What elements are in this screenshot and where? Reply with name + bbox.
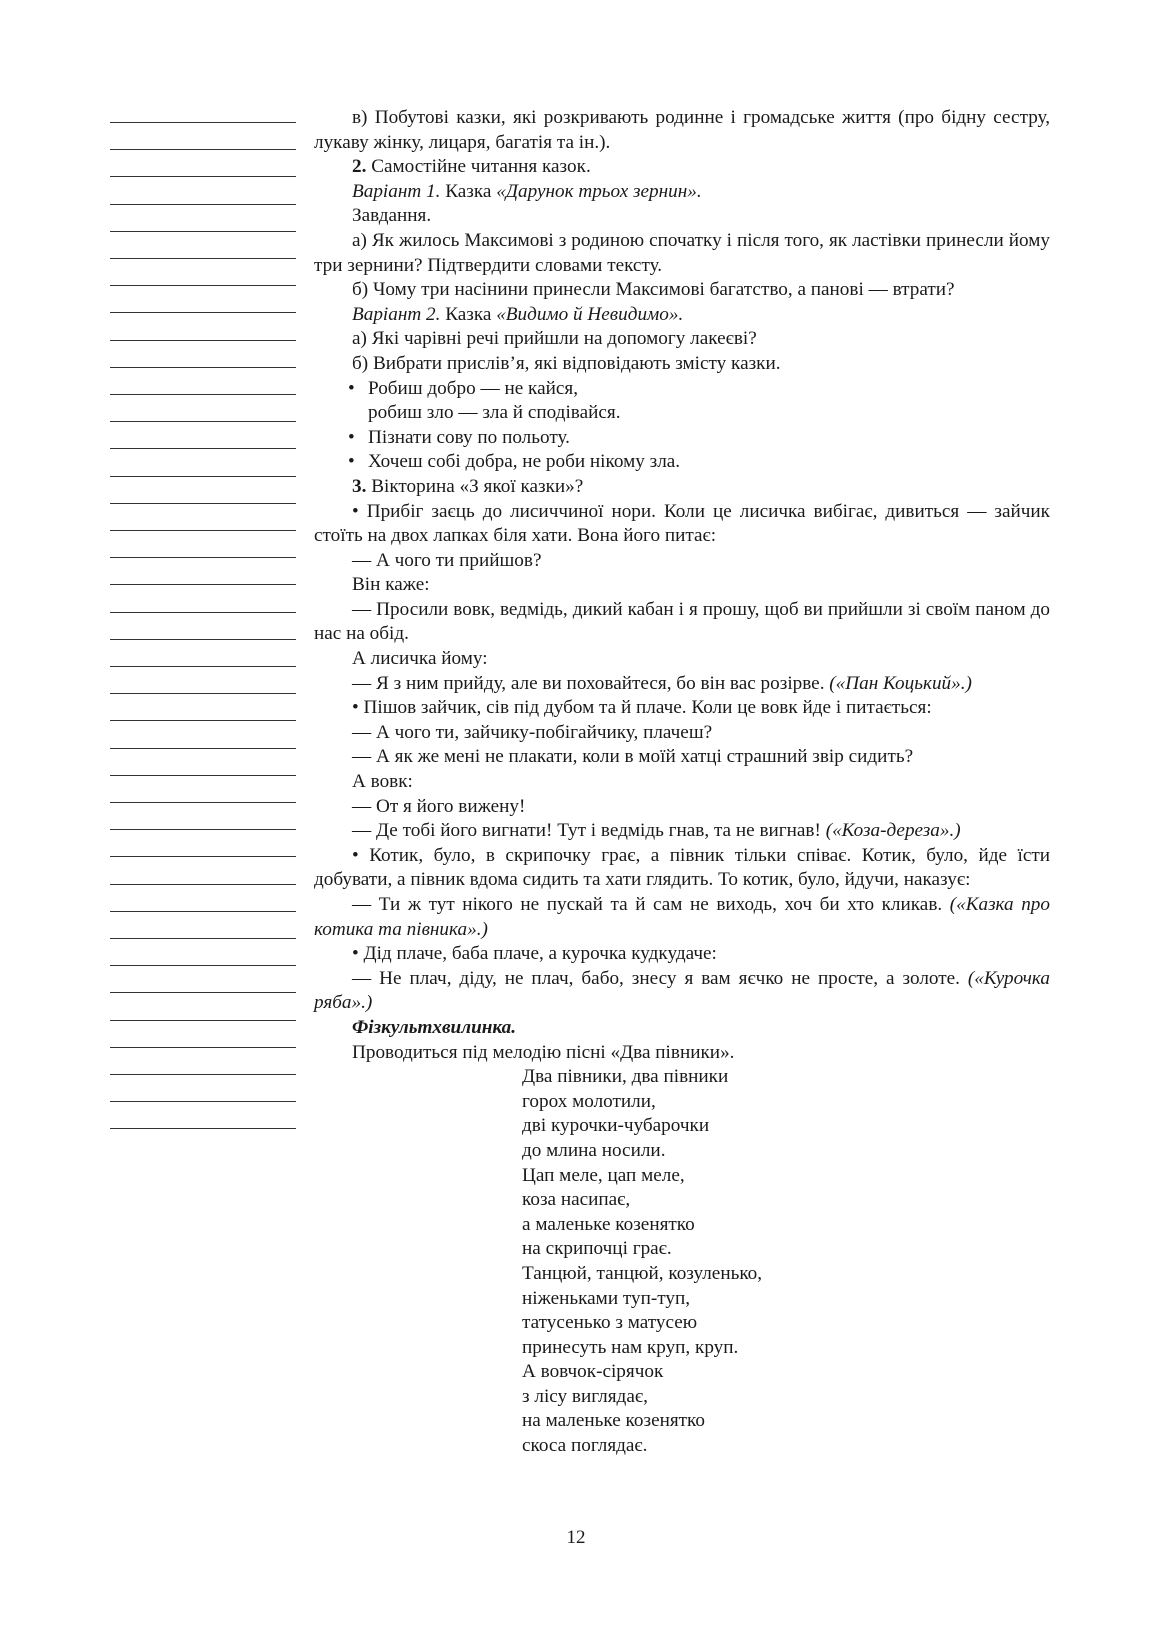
text-run: Вікторина «З якої казки»? (366, 475, 584, 497)
paragraph (314, 721, 1050, 746)
text-run: «Видимо й Невидимо». (496, 303, 684, 325)
margin-line (110, 965, 296, 966)
text-run: 3. (352, 475, 367, 497)
margin-line (110, 421, 296, 422)
text-run: Хочеш собі добра, не роби нікому зла. (368, 451, 681, 473)
text-run: Робиш добро — не кайся, (368, 377, 579, 399)
text-run: Казка (440, 303, 497, 325)
poem-line: горох молотили, (522, 1090, 656, 1112)
poem-line: а маленьке козенятко (522, 1213, 695, 1235)
page-number: 12 (566, 1527, 586, 1548)
paragraph (314, 303, 1050, 328)
paragraph (314, 500, 1050, 549)
margin-note-lines (110, 0, 296, 1629)
margin-line (110, 884, 296, 885)
paragraph (314, 475, 1050, 500)
text-run: — А чого ти, зайчику-побігайчику, плачеш? (352, 721, 713, 743)
margin-line (110, 693, 296, 694)
text-run: — Ти ж тут нікого не пускай та й сам не виходь, хоч би хто кликав. (352, 894, 950, 915)
margin-line (110, 176, 296, 177)
poem-line: з лісу виглядає, (522, 1385, 648, 1407)
poem-line: татусенько з матусею (522, 1312, 698, 1334)
paragraph (314, 647, 1050, 672)
bullet-marker: • (348, 426, 355, 448)
paragraph (314, 795, 1050, 820)
paragraph (314, 1016, 1050, 1041)
margin-line (110, 938, 296, 939)
paragraph (314, 180, 1050, 205)
paragraph (314, 598, 1050, 647)
margin-line (110, 1074, 296, 1075)
text-run: («Курочка ряба».) (314, 967, 1050, 1014)
text-run: — А чого ти прийшов? (352, 549, 542, 571)
text-run: • Пішов зайчик, сів під дубом та й плаче. Коли це вовк йде і питається: (352, 697, 932, 719)
margin-line (110, 312, 296, 313)
paragraph (314, 327, 1050, 352)
margin-line (110, 367, 296, 368)
margin-line (110, 476, 296, 477)
poem-line: коза насипає, (522, 1189, 631, 1211)
text-run: Варіант 2. (352, 303, 441, 325)
poem-line: на маленьке козенятко (522, 1410, 706, 1432)
paragraph (314, 549, 1050, 574)
margin-line (110, 911, 296, 912)
paragraph (314, 672, 1050, 697)
paragraph (314, 844, 1050, 893)
text-run: • Прибіг заєць до лисиччиної нори. Коли це лисичка вибігає, дивиться — зайчик стоїть на двох лапках біля хати. Вона його питає: (314, 500, 1050, 547)
margin-line (110, 285, 296, 286)
poem-line: дві курочки-чубарочки (522, 1115, 710, 1137)
poem-line: принесуть нам круп, круп. (522, 1336, 739, 1358)
text-run: Фізкультхвилинка. (352, 1016, 517, 1038)
paragraph (314, 770, 1050, 795)
text-run: а) Які чарівні речі прийшли на допомогу лакеєві? (352, 328, 757, 350)
bullet-marker: • (348, 451, 355, 473)
paragraph (314, 352, 1050, 377)
margin-line (110, 1020, 296, 1021)
text-run: А лисичка йому: (352, 648, 488, 670)
text-run: — Не плач, діду, не плач, бабо, знесу я вам яєчко не просте, а золоте. (352, 967, 968, 989)
paragraph (314, 942, 1050, 967)
text-run: «Дарунок трьох зернин». (496, 180, 702, 202)
paragraph (314, 696, 1050, 721)
paragraph (314, 1041, 1050, 1066)
paragraph (314, 204, 1050, 229)
margin-line (110, 992, 296, 993)
poem-line: Цап меле, цап меле, (522, 1164, 685, 1186)
margin-line (110, 122, 296, 123)
paragraph (314, 278, 1050, 303)
poem-line: на скрипочці грає. (522, 1238, 672, 1260)
paragraph (314, 893, 1050, 942)
poem-line: Танцюй, танцюй, козуленько, (522, 1262, 763, 1284)
margin-line (110, 557, 296, 558)
margin-line (110, 1047, 296, 1048)
paragraph (314, 401, 1050, 426)
text-run: («Казка про котика та півника».) (314, 894, 1050, 940)
bullet-item (314, 426, 1050, 451)
margin-line (110, 856, 296, 857)
paragraph (314, 573, 1050, 598)
margin-line (110, 1101, 296, 1102)
text-run: Варіант 1. (352, 180, 441, 202)
text-run: робиш зло — зла й сподівайся. (368, 402, 621, 424)
text-run: — Де тобі його вигнати! Тут і ведмідь гнав, та не вигнав! (352, 820, 826, 842)
margin-line (110, 720, 296, 721)
text-run: б) Вибрати прислів’я, які відповідають змісту казки. (352, 352, 781, 374)
margin-line (110, 204, 296, 205)
margin-line (110, 530, 296, 531)
text-run: Казка (440, 180, 497, 202)
paragraph (314, 745, 1050, 770)
margin-line (110, 149, 296, 150)
bullet-item (314, 450, 1050, 475)
paragraph (314, 155, 1050, 180)
text-run: («Пан Коцький».) (829, 672, 972, 694)
margin-line (110, 258, 296, 259)
page-body (314, 106, 1050, 1459)
margin-line (110, 503, 296, 504)
text-run: — Просили вовк, ведмідь, дикий кабан і я прошу, щоб ви прийшли зі своїм паном до нас на обід. (314, 598, 1050, 645)
bullet-marker: • (348, 377, 355, 399)
margin-line (110, 748, 296, 749)
poem-line: до млина носили. (522, 1139, 666, 1161)
paragraph (314, 819, 1050, 844)
margin-line (110, 666, 296, 667)
text-run: 2. (352, 156, 367, 178)
text-run: • Дід плаче, баба плаче, а курочка кудкудаче: (352, 943, 717, 965)
text-run: Самостійне читання казок. (366, 156, 591, 178)
poem-line: ніженьками туп-туп, (522, 1287, 691, 1309)
text-run: Пізнати сову по польоту. (368, 426, 570, 448)
text-run: — А як же мені не плакати, коли в моїй хатці страшний звір сидить? (352, 746, 914, 768)
paragraph (314, 229, 1050, 278)
margin-line (110, 639, 296, 640)
poem-line: скоса поглядає. (522, 1435, 648, 1457)
poem-line: А вовчок-сірячок (522, 1361, 664, 1383)
text-run: Проводиться під мелодію пісні «Два півники». (352, 1041, 735, 1063)
margin-line (110, 340, 296, 341)
text-run: в) Побутові казки, які розкривають родинне і громадське життя (про бідну сестру, лукаву жінку, лицаря, багатія та ін.). (314, 107, 1050, 153)
paragraph (314, 967, 1050, 1016)
margin-line (110, 231, 296, 232)
margin-line (110, 584, 296, 585)
margin-line (110, 829, 296, 830)
text-run: • Котик, було, в скрипочку грає, а півник тільки співає. Котик, було, йде їсти добувати, а півник вдома сидить та хати глядить. То котик, було, йдучи, наказує: (314, 844, 1050, 891)
margin-line (110, 775, 296, 776)
margin-line (110, 612, 296, 613)
paragraph (314, 106, 1050, 155)
poem-line: Два півники, два півники (522, 1066, 729, 1088)
margin-line (110, 394, 296, 395)
text-run: — Я з ним прийду, але ви поховайтеся, бо він вас розірве. (352, 672, 830, 694)
margin-line (110, 802, 296, 803)
text-run: Він каже: (352, 574, 430, 596)
text-run: а) Як жилось Максимові з родиною спочатку і після того, як ластівки принесли йому три зернини? Підтвердити словами тексту. (314, 229, 1050, 276)
text-run: («Коза-дереза».) (825, 820, 961, 842)
text-run: Завдання. (352, 205, 432, 227)
margin-line (110, 1128, 296, 1129)
text-run: б) Чому три насінини принесли Максимові багатство, а панові — втрати? (352, 279, 955, 301)
text-run: — От я його вижену! (352, 795, 526, 817)
margin-line (110, 448, 296, 449)
text-run: А вовк: (352, 771, 413, 793)
bullet-item (314, 377, 1050, 402)
